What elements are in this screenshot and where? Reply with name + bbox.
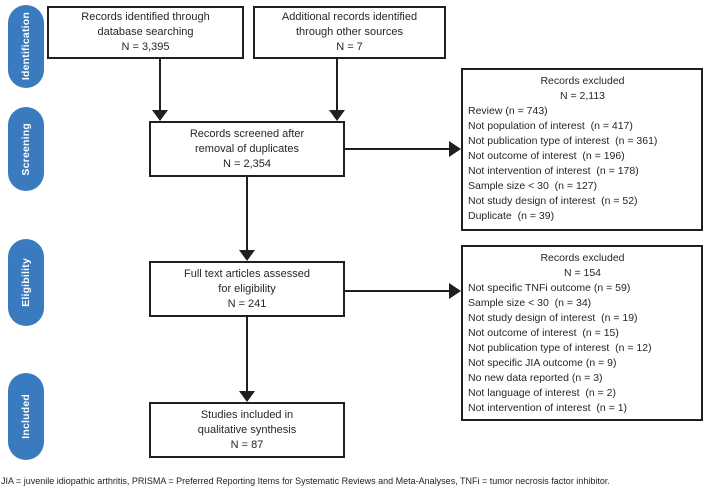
- box-fulltext-assessed: [149, 261, 345, 317]
- exclusion-reason: Not outcome of interest (n = 15): [468, 327, 619, 339]
- box-count: N = 241: [227, 297, 267, 310]
- exclusion-reason: Not study design of interest (n = 52): [468, 195, 638, 207]
- box-line: Additional records identified: [281, 11, 418, 23]
- exclusion-reason: Not population of interest (n = 417): [468, 120, 633, 132]
- stage-pill-included: [8, 373, 44, 460]
- box-count: N = 2,354: [222, 157, 271, 170]
- box-line: through other sources: [295, 26, 403, 38]
- exclusion-reason: No new data reported (n = 3): [468, 372, 603, 384]
- abbreviations-footnote: JIA = juvenile idiopathic arthritis, PRISMA = Preferred Reporting Items for Systematic Reviews and Meta-Analyses, TNFi = tumor necrosis factor inhibitor.: [1, 476, 610, 486]
- box-line: database searching: [97, 26, 194, 38]
- exclusion-reason: Duplicate (n = 39): [468, 210, 555, 222]
- box-additional-records: [253, 6, 446, 59]
- box-count: N = 3,395: [121, 41, 170, 53]
- box-excluded-screening: [461, 68, 703, 231]
- box-line: Studies included in: [200, 408, 294, 421]
- box-line: for eligibility: [218, 282, 276, 295]
- excluded-title: Records excluded: [540, 252, 625, 264]
- box-line: qualitative synthesis: [197, 423, 297, 436]
- exclusion-reason: Not outcome of interest (n = 196): [468, 150, 625, 162]
- exclusion-reason: Not publication type of interest (n = 361): [468, 135, 658, 147]
- box-line: Full text articles assessed: [184, 267, 310, 280]
- excluded-total: N = 2,113: [559, 90, 606, 102]
- exclusion-reason: Review (n = 743): [468, 105, 548, 117]
- box-studies-included: [149, 402, 345, 458]
- exclusion-reason: Sample size < 30 (n = 127): [468, 180, 597, 192]
- stage-pill-screening: [8, 107, 44, 191]
- exclusion-reason: Not intervention of interest (n = 1): [468, 402, 628, 414]
- exclusion-reason: Not specific TNFi outcome (n = 59): [468, 282, 631, 294]
- stage-pill-eligibility: [8, 239, 44, 326]
- box-count: N = 87: [230, 438, 264, 451]
- exclusion-reason: Not specific JIA outcome (n = 9): [468, 357, 617, 369]
- stage-label-identification: Identification: [20, 12, 32, 81]
- exclusion-reason: Sample size < 30 (n = 34): [468, 297, 592, 309]
- excluded-total: N = 154: [563, 267, 602, 279]
- box-count: N = 7: [336, 41, 363, 53]
- box-records-identified: [47, 6, 244, 59]
- stage-label-included: Included: [20, 394, 32, 439]
- exclusion-reason: Not study design of interest (n = 19): [468, 312, 638, 324]
- stage-label-screening: Screening: [20, 122, 32, 176]
- exclusion-reason: Not language of interest (n = 2): [468, 387, 616, 399]
- box-records-screened: [149, 121, 345, 177]
- exclusion-reason: Not intervention of interest (n = 178): [468, 165, 639, 177]
- box-excluded-eligibility: [461, 245, 703, 421]
- stage-label-eligibility: Eligibility: [20, 258, 32, 307]
- box-line: Records identified through: [81, 11, 210, 23]
- excluded-title: Records excluded: [540, 75, 625, 87]
- stage-pill-identification: [8, 5, 44, 88]
- exclusion-reason: Not publication type of interest (n = 12): [468, 342, 652, 354]
- box-line: Records screened after: [189, 127, 305, 140]
- box-line: removal of duplicates: [195, 142, 299, 155]
